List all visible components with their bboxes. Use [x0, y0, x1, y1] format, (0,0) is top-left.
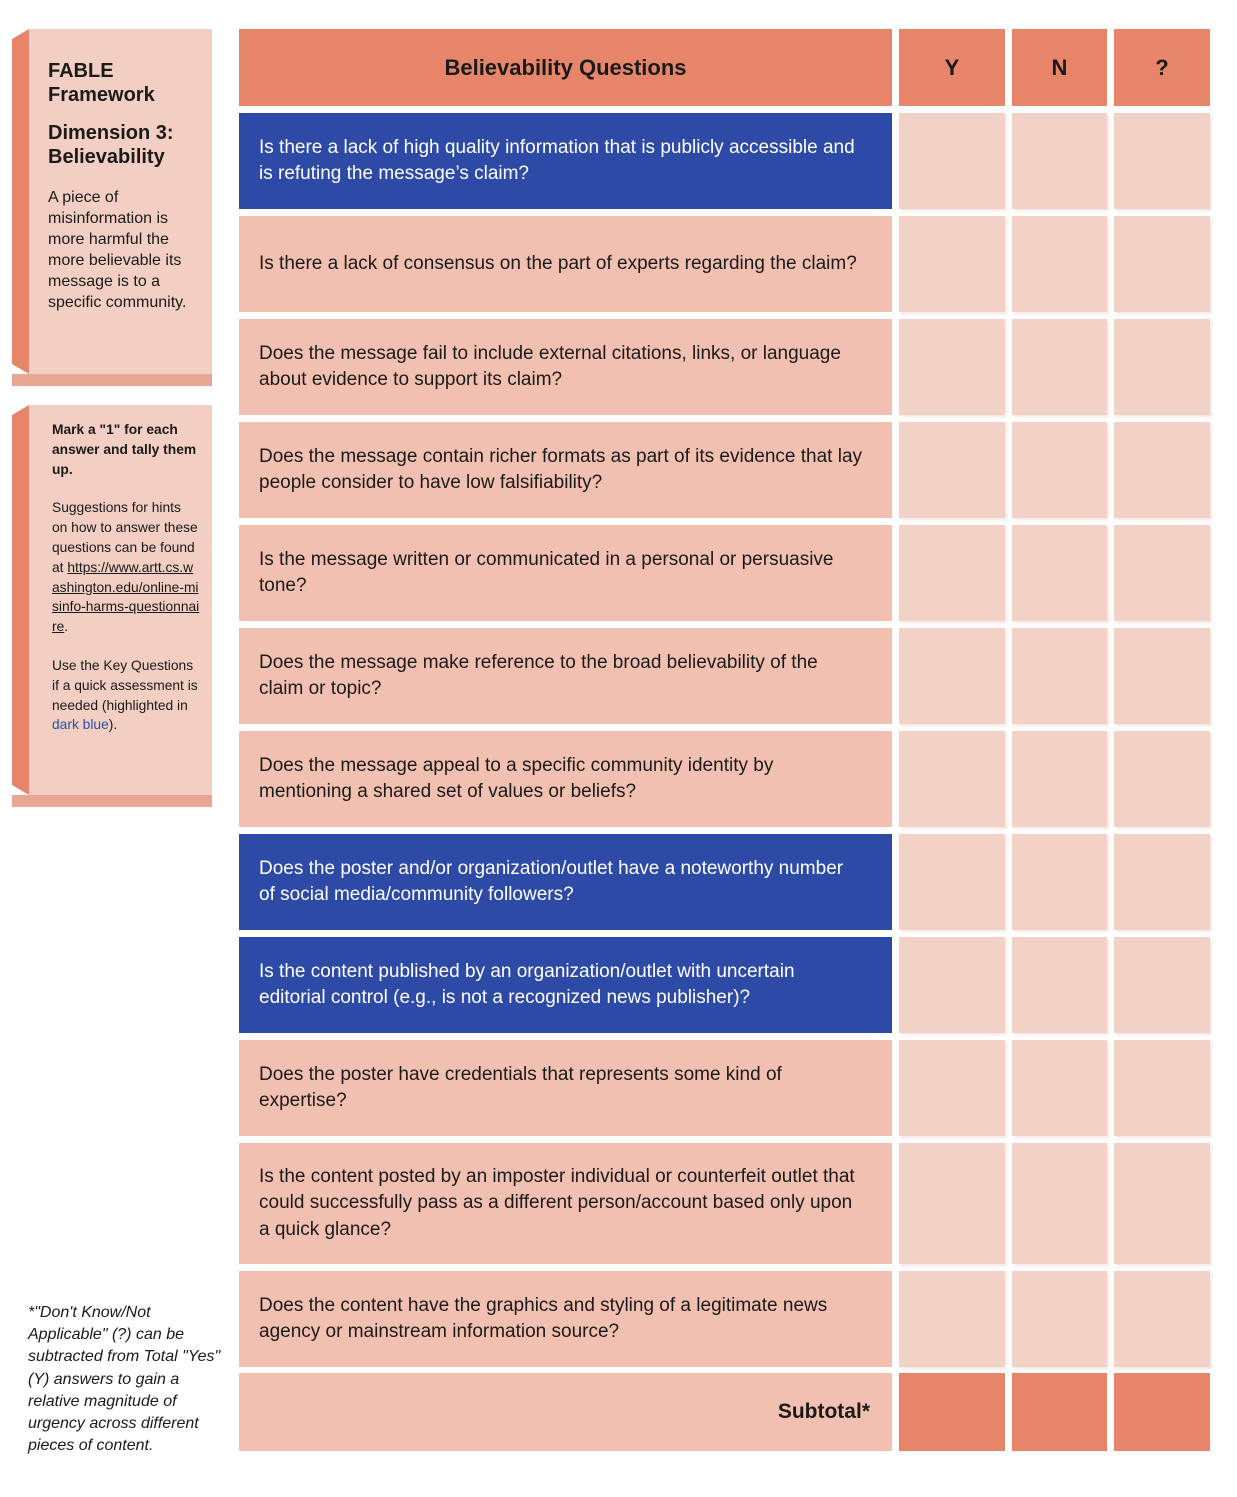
subtotal-yes[interactable]	[899, 1373, 1005, 1451]
answer-unknown-cell[interactable]	[1114, 937, 1210, 1033]
header-no: N	[1012, 29, 1107, 106]
answer-unknown-cell[interactable]	[1114, 731, 1210, 827]
hint-period: .	[64, 619, 69, 635]
answer-yes-cell[interactable]	[899, 731, 1005, 827]
instructions-card	[29, 405, 212, 795]
answer-no-cell[interactable]	[1012, 216, 1107, 312]
question-row: Does the poster have credentials that represents some kind of expertise?	[239, 1040, 892, 1136]
header-questions: Believability Questions	[239, 29, 892, 106]
answer-yes-cell[interactable]	[899, 834, 1005, 930]
answer-no-cell[interactable]	[1012, 731, 1107, 827]
answer-no-cell[interactable]	[1012, 422, 1107, 518]
key-text-after: ).	[108, 717, 118, 733]
questionnaire-link[interactable]: https://www.artt.cs.washington.edu/online-misinfo-harms-questionnaire	[52, 559, 200, 635]
answer-no-cell[interactable]	[1012, 525, 1107, 621]
answer-unknown-cell[interactable]	[1114, 1040, 1210, 1136]
answer-no-cell[interactable]	[1012, 1271, 1107, 1367]
hint-paragraph	[52, 498, 200, 637]
question-row: Does the message appeal to a specific community identity by mentioning a shared set of values or beliefs?	[239, 731, 892, 827]
question-row: Is the content posted by an imposter individual or counterfeit outlet that could successfully pass as a different person/account based only upon a quick glance?	[239, 1143, 892, 1264]
answer-yes-cell[interactable]	[899, 1040, 1005, 1136]
answer-no-cell[interactable]	[1012, 319, 1107, 415]
answer-unknown-cell[interactable]	[1114, 1143, 1210, 1264]
key-questions-note	[52, 656, 200, 735]
framework-title: FABLE Framework	[48, 60, 155, 106]
answer-yes-cell[interactable]	[899, 525, 1005, 621]
answer-unknown-cell[interactable]	[1114, 834, 1210, 930]
question-row: Does the content have the graphics and styling of a legitimate news agency or mainstream information source?	[239, 1271, 892, 1367]
answer-yes-cell[interactable]	[899, 628, 1005, 724]
hint-text: Suggestions for hints on how to answer these questions can be found at	[52, 500, 198, 575]
question-row: Is there a lack of consensus on the part of experts regarding the claim?	[239, 216, 892, 312]
answer-unknown-cell[interactable]	[1114, 319, 1210, 415]
answer-no-cell[interactable]	[1012, 937, 1107, 1033]
footnote: *"Don't Know/Not Applicable" (?) can be subtracted from Total "Yes" (Y) answers to gain a relative magnitude of urgency across different pieces of content.	[28, 1304, 221, 1455]
answer-yes-cell[interactable]	[899, 1143, 1005, 1264]
answer-unknown-cell[interactable]	[1114, 216, 1210, 312]
question-row: Is the message written or communicated in a personal or persuasive tone?	[239, 525, 892, 621]
subtotal-no[interactable]	[1012, 1373, 1107, 1451]
answer-no-cell[interactable]	[1012, 628, 1107, 724]
key-text-before: Use the Key Questions if a quick assessment is needed (highlighted in	[52, 657, 198, 713]
question-row: Does the message contain richer formats as part of its evidence that lay people consider to have low falsifiability?	[239, 422, 892, 518]
answer-yes-cell[interactable]	[899, 422, 1005, 518]
answer-unknown-cell[interactable]	[1114, 628, 1210, 724]
answer-yes-cell[interactable]	[899, 1271, 1005, 1367]
answer-no-cell[interactable]	[1012, 113, 1107, 209]
subtotal-unknown[interactable]	[1114, 1373, 1210, 1451]
key-question-row: Is there a lack of high quality information that is publicly accessible and is refuting the message’s claim?	[239, 113, 892, 209]
answer-unknown-cell[interactable]	[1114, 1271, 1210, 1367]
header-unknown: ?	[1114, 29, 1210, 106]
answer-unknown-cell[interactable]	[1114, 525, 1210, 621]
dimension-title: Dimension 3: Believability	[48, 122, 174, 168]
header-yes: Y	[899, 29, 1005, 106]
key-highlight: dark blue	[52, 717, 109, 733]
answer-yes-cell[interactable]	[899, 937, 1005, 1033]
key-question-row: Does the poster and/or organization/outlet have a noteworthy number of social media/community followers?	[239, 834, 892, 930]
answer-no-cell[interactable]	[1012, 1040, 1107, 1136]
key-question-row: Is the content published by an organization/outlet with uncertain editorial control (e.g., is not a recognized news publisher)?	[239, 937, 892, 1033]
answer-unknown-cell[interactable]	[1114, 113, 1210, 209]
dimension-description: A piece of misinformation is more harmful the more believable its message is to a specific community.	[48, 189, 187, 311]
answer-yes-cell[interactable]	[899, 113, 1005, 209]
answer-no-cell[interactable]	[1012, 1143, 1107, 1264]
question-row: Does the message make reference to the broad believability of the claim or topic?	[239, 628, 892, 724]
answer-yes-cell[interactable]	[899, 319, 1005, 415]
subtotal-label: Subtotal*	[239, 1373, 892, 1451]
instruction-text: Mark a "1" for each answer and tally them up.	[52, 422, 197, 477]
question-row: Does the message fail to include external citations, links, or language about evidence to support its claim?	[239, 319, 892, 415]
answer-yes-cell[interactable]	[899, 216, 1005, 312]
answer-no-cell[interactable]	[1012, 834, 1107, 930]
answer-unknown-cell[interactable]	[1114, 422, 1210, 518]
framework-card	[29, 29, 212, 374]
